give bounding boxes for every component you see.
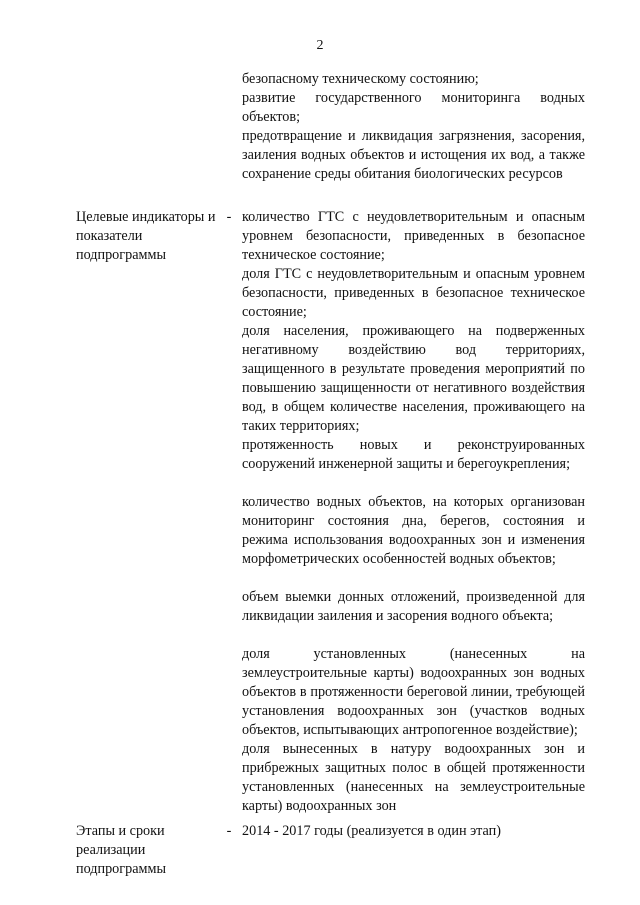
indicator-item-5: количество водных объектов, на которых организован мониторинг состояния дна, берегов, состояния и режима использования водоохранных зон и изменения морфометрических особенностей водных объектов; <box>242 494 585 567</box>
indicator-item-2: доля ГТС с неудовлетворительным и опасным уровнем безопасности, приведенных в безопасное техническое состояние; <box>242 266 585 320</box>
stages-item-1: 2014 - 2017 годы (реализуется в один этап) <box>242 823 501 839</box>
indicator-item-8: доля вынесенных в натуру водоохранных зон и прибрежных защитных полос в общей протяженности установленных (нанесенных на землеустроительные карты) водоохранных зон <box>242 741 585 814</box>
indicator-item-1: количество ГТС с неудовлетворительным и опасным уровнем безопасности, приведенных в безопасное техническое состояние; <box>242 209 585 263</box>
continuation-item-2: развитие государственного мониторинга водных объектов; <box>242 90 585 125</box>
continuation-item-1: безопасному техническому состоянию; <box>242 71 479 87</box>
section-label-stages: Этапы и сроки реализации подпрограммы <box>76 823 166 877</box>
indicator-item-3: доля населения, проживающего на подверженных негативному воздействию вод территориях, защищенного в результате проведения мероприятий по повышению защищенности от негативного воздействия вод, в общем количестве населения, проживающего на таких территориях; <box>242 323 585 434</box>
indicator-item-4: протяженность новых и реконструированных сооружений инженерной защиты и берегоукрепления; <box>242 437 585 472</box>
section-dash-stages: - <box>226 823 232 839</box>
indicator-item-7: доля установленных (нанесенных на землеустроительные карты) водоохранных зон водных объектов в протяженности береговой линии, требующей установления водоохранных зон (участков водных объектов, испытывающих антропогенное воздействие); <box>242 646 585 738</box>
section-dash-target-indicators: - <box>226 209 232 225</box>
page-number: 2 <box>316 38 324 53</box>
continuation-item-3: предотвращение и ликвидация загрязнения, засорения, заиления водных объектов и истощения их вод, а также сохранение среды обитания биологических ресурсов <box>242 128 585 182</box>
indicator-item-6: объем выемки донных отложений, произведенной для ликвидации заиления и засорения водного объекта; <box>242 589 585 624</box>
section-label-target-indicators: Целевые индикаторы и показатели подпрограммы <box>76 209 216 263</box>
